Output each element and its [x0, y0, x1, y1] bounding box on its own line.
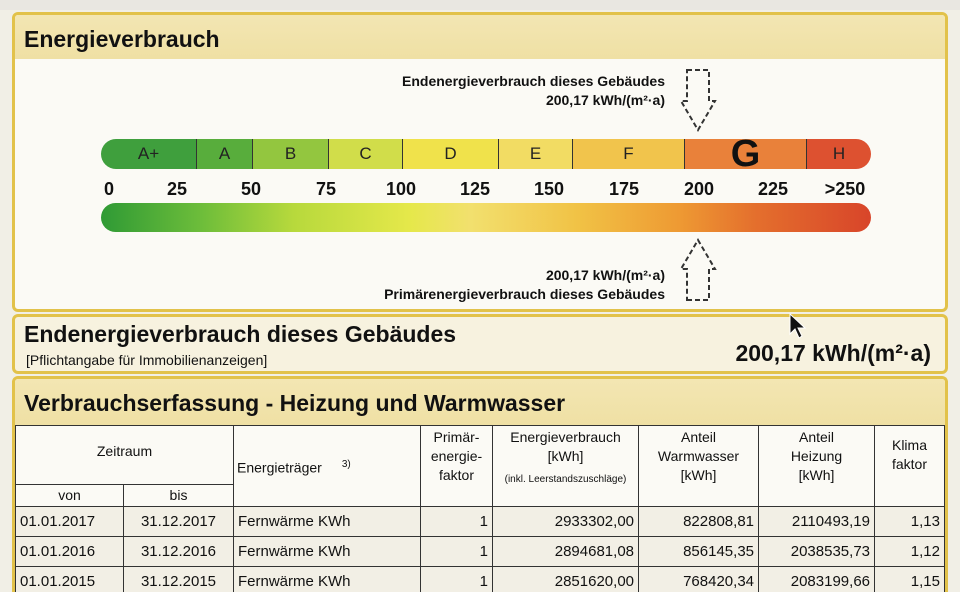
scale-tick: 75 — [315, 179, 337, 199]
cell-heizung: 2038535,73 — [759, 537, 875, 567]
end-energy-label: Endenergieverbrauch dieses Gebäudes — [402, 73, 665, 89]
cell-klima: 1,12 — [875, 537, 945, 567]
cell-warmwasser: 768420,34 — [639, 567, 759, 592]
summary-title: Endenergieverbrauch dieses Gebäudes — [24, 321, 457, 347]
energy-class-b: B — [253, 139, 329, 169]
energy-class-c: C — [329, 139, 403, 169]
cell-warmwasser: 856145,35 — [639, 537, 759, 567]
cell-heizung: 2083199,66 — [759, 567, 875, 592]
consumption-title: Verbrauchserfassung - Heizung und Warmwasser — [15, 379, 945, 425]
table-row — [16, 537, 945, 567]
header-heizung — [759, 426, 875, 507]
table-row — [16, 567, 945, 592]
header-klima — [875, 426, 945, 507]
cell-von: 01.01.2015 — [16, 567, 124, 592]
energy-class-g: G — [685, 139, 807, 169]
cell-verbrauch: 2894681,08 — [493, 537, 639, 567]
cell-verbrauch: 2933302,00 — [493, 507, 639, 537]
cell-von: 01.01.2017 — [16, 507, 124, 537]
scale-tick: 125 — [459, 179, 491, 199]
header-footnote: 3) — [341, 458, 351, 470]
header-warmwasser — [639, 426, 759, 507]
header-heizung-line3: [kWh] — [798, 467, 835, 483]
end-energy-value: 200,17 kWh/(m²·a) — [545, 92, 665, 108]
header-heizung-line1: Anteil — [798, 429, 835, 445]
consumption-table — [15, 425, 945, 592]
header-klima-line2: faktor — [891, 456, 927, 472]
cell-bis: 31.12.2015 — [124, 567, 234, 592]
header-heizung-line2: Heizung — [790, 448, 843, 464]
scale-tick: 175 — [608, 179, 640, 199]
header-klima-line1: Klima — [891, 437, 927, 453]
header-warmwasser-line2: Warmwasser — [657, 448, 740, 464]
cell-heizung: 2110493,19 — [759, 507, 875, 537]
header-energietraeger-label: Energieträger — [237, 459, 322, 476]
header-zeitraum: Zeitraum — [16, 426, 234, 485]
energy-class-a: A — [197, 139, 253, 169]
cell-energietraeger: Fernwärme KWh — [234, 537, 421, 567]
energy-class-e: E — [499, 139, 573, 169]
scale-tick: 100 — [385, 179, 417, 199]
scale-tick: 200 — [683, 179, 715, 199]
energy-panel — [12, 12, 948, 312]
header-warmwasser-line3: [kWh] — [680, 467, 717, 483]
summary-note: [Pflichtangabe für Immobilienanzeigen] — [26, 352, 268, 368]
cell-warmwasser: 822808,81 — [639, 507, 759, 537]
cell-energietraeger: Fernwärme KWh — [234, 567, 421, 592]
header-primaer-line3: faktor — [438, 467, 474, 483]
energy-class-h: H — [807, 139, 871, 169]
cell-energietraeger: Fernwärme KWh — [234, 507, 421, 537]
header-verbrauch-line1: Energieverbrauch — [510, 429, 621, 445]
energy-class-f: F — [573, 139, 685, 169]
scale-tick: 0 — [103, 179, 115, 199]
cell-bis: 31.12.2017 — [124, 507, 234, 537]
primary-energy-label: Primärenergieverbrauch dieses Gebäudes — [384, 286, 665, 302]
cell-verbrauch: 2851620,00 — [493, 567, 639, 592]
header-primaer-line2: energie- — [430, 448, 483, 464]
primary-energy-arrow-icon — [679, 237, 717, 303]
primary-energy-value: 200,17 kWh/(m²·a) — [545, 267, 665, 283]
header-bis: bis — [124, 485, 234, 507]
header-verbrauch-note: (inkl. Leerstandszuschläge) — [504, 474, 627, 485]
header-primaer-line1: Primär- — [433, 429, 480, 445]
cell-klima: 1,15 — [875, 567, 945, 592]
energy-class-scale — [101, 139, 871, 169]
end-energy-arrow-icon — [679, 67, 717, 133]
table-row — [16, 507, 945, 537]
cell-faktor: 1 — [421, 507, 493, 537]
mouse-cursor-icon — [788, 312, 808, 340]
header-von: von — [16, 485, 124, 507]
scale-tick: 25 — [166, 179, 188, 199]
scale-ticks — [101, 179, 881, 201]
header-primaer — [421, 426, 493, 507]
header-warmwasser-line1: Anteil — [680, 429, 717, 445]
header-verbrauch — [493, 426, 639, 507]
consumption-table-body — [16, 507, 945, 592]
header-verbrauch-line2: [kWh] — [547, 448, 584, 464]
energy-class-a-plus: A+ — [101, 139, 197, 169]
cell-von: 01.01.2016 — [16, 537, 124, 567]
scale-tick: >250 — [824, 179, 866, 199]
gradient-bar — [101, 203, 871, 232]
summary-value: 200,17 kWh/(m²·a) — [735, 340, 931, 366]
top-strip — [0, 0, 960, 10]
consumption-panel — [12, 376, 948, 592]
scale-tick: 50 — [240, 179, 262, 199]
cell-faktor: 1 — [421, 567, 493, 592]
cell-bis: 31.12.2016 — [124, 537, 234, 567]
cell-faktor: 1 — [421, 537, 493, 567]
energy-panel-title: Energieverbrauch — [15, 15, 945, 59]
cell-klima: 1,13 — [875, 507, 945, 537]
header-energietraeger — [234, 426, 421, 507]
energy-class-d: D — [403, 139, 499, 169]
scale-tick: 225 — [757, 179, 789, 199]
scale-tick: 150 — [533, 179, 565, 199]
